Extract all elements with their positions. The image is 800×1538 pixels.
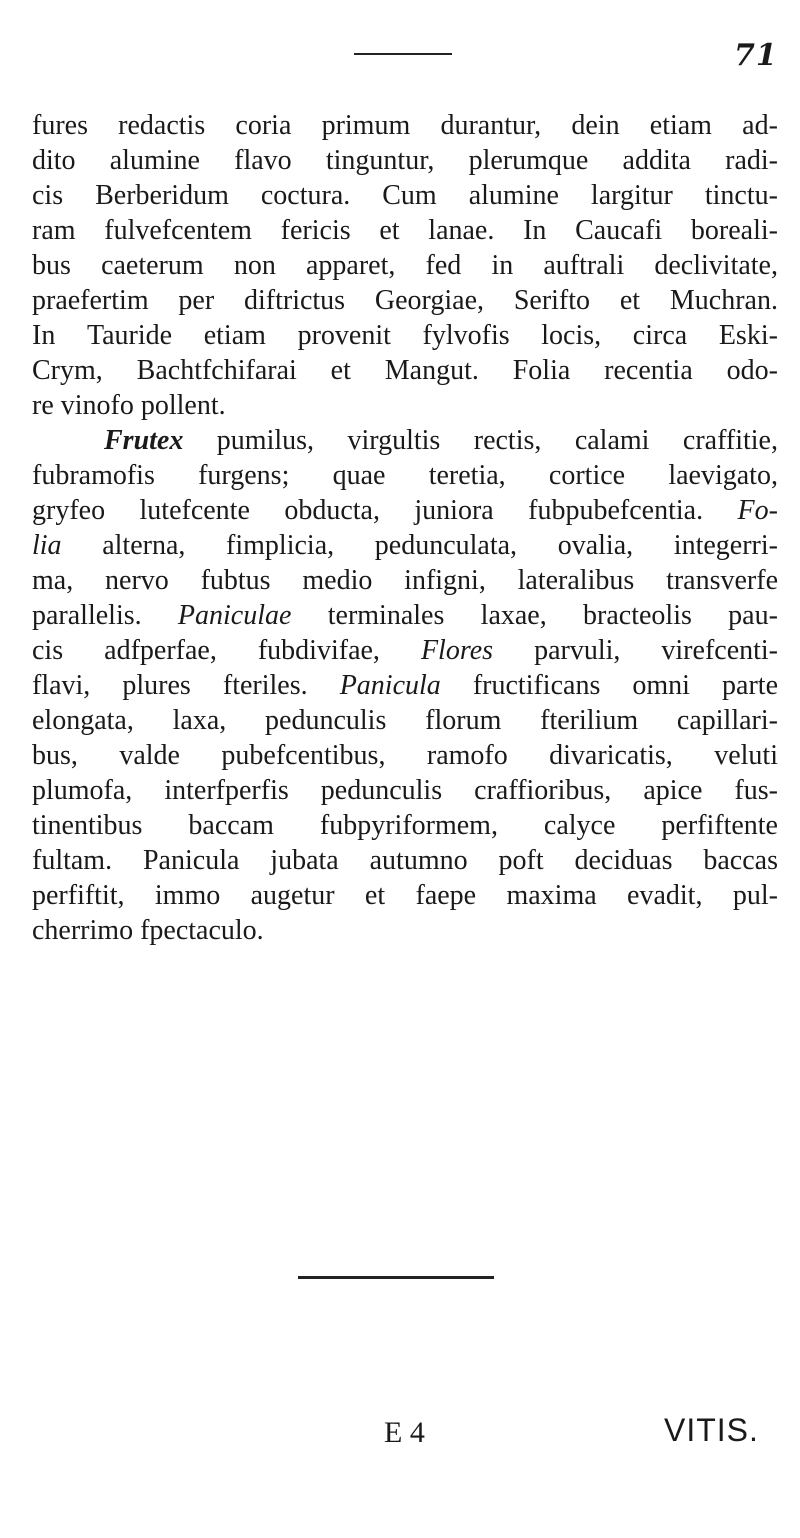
word: coctura. xyxy=(260,180,351,211)
word: In xyxy=(523,215,547,246)
word: adfperfae, xyxy=(104,635,217,666)
word: florum xyxy=(425,705,502,736)
word: fus- xyxy=(734,775,778,806)
word: fimplicia, xyxy=(226,530,335,561)
word: augetur xyxy=(250,880,335,911)
word: fericis xyxy=(280,215,351,246)
word: alumine xyxy=(109,145,200,176)
text-line xyxy=(32,178,778,213)
word: in xyxy=(491,250,514,281)
word: In xyxy=(32,320,56,351)
word: ramofo xyxy=(426,740,508,771)
word: dito xyxy=(32,145,76,176)
word: fubdivifae, xyxy=(257,635,380,666)
word: interfperfis xyxy=(164,775,289,806)
word: Muchran. xyxy=(669,285,778,316)
word: calyce xyxy=(543,810,616,841)
word: craffitie, xyxy=(682,425,778,456)
word: perfiftit, xyxy=(32,880,125,911)
word: infigni, xyxy=(404,565,486,596)
footer-rule xyxy=(298,1276,494,1279)
line-text: re vinofo pollent. xyxy=(32,390,226,421)
word: redactis xyxy=(118,110,206,141)
word: evadit, xyxy=(627,880,703,911)
word: omni xyxy=(632,670,690,701)
word: parallelis. xyxy=(32,600,142,631)
word: plures xyxy=(122,670,191,701)
word: cis xyxy=(32,635,64,666)
word: laxa, xyxy=(172,705,227,736)
word: integerri- xyxy=(673,530,778,561)
text-line xyxy=(32,143,778,178)
word: radi- xyxy=(725,145,778,176)
word: pedunculis xyxy=(265,705,387,736)
word: lanae. xyxy=(428,215,495,246)
word: gryfeo xyxy=(32,495,106,526)
word: juniora xyxy=(414,495,494,526)
word: pul- xyxy=(732,880,778,911)
text-line xyxy=(32,633,778,668)
word: parvuli, xyxy=(534,635,621,666)
word: et xyxy=(364,880,386,911)
word: Georgiae, xyxy=(374,285,484,316)
botanical-term: Fo- xyxy=(737,495,778,526)
word: jubata xyxy=(270,845,339,876)
word: apparet, xyxy=(305,250,396,281)
word: fubramofis xyxy=(32,460,155,491)
word: perfiftente xyxy=(661,810,778,841)
word: Eski- xyxy=(718,320,778,351)
catchword: VITIS. xyxy=(664,1412,759,1448)
word: provenit xyxy=(297,320,391,351)
word: ovalia, xyxy=(557,530,634,561)
word: Cum xyxy=(382,180,437,211)
word: deciduas xyxy=(574,845,673,876)
printer-signature: E 4 xyxy=(384,1416,425,1449)
line-text: cherrimo fpectaculo. xyxy=(32,915,264,946)
text-line xyxy=(32,773,778,808)
word: veluti xyxy=(714,740,778,771)
word: Berberidum xyxy=(95,180,229,211)
word: primum xyxy=(321,110,411,141)
word: parte xyxy=(722,670,778,701)
word: non xyxy=(233,250,276,281)
word: flavi, xyxy=(32,670,91,701)
word: pedunculata, xyxy=(374,530,518,561)
word: craffioribus, xyxy=(474,775,612,806)
word: coria xyxy=(235,110,292,141)
word: durantur, xyxy=(440,110,542,141)
word: ram xyxy=(32,215,76,246)
word: et xyxy=(379,215,400,246)
word: locis, xyxy=(541,320,602,351)
word: fultam. xyxy=(32,845,113,876)
text-line xyxy=(32,318,778,353)
word: largitur xyxy=(590,180,673,211)
word: capillari- xyxy=(676,705,778,736)
text-line xyxy=(32,913,778,948)
word: Folia xyxy=(512,355,571,386)
word: virefcenti- xyxy=(661,635,778,666)
text-line xyxy=(32,808,778,843)
word: auftrali xyxy=(543,250,625,281)
word: fubpyriformem, xyxy=(319,810,498,841)
word: baccam xyxy=(188,810,274,841)
word: ma, xyxy=(32,565,74,596)
word: valde xyxy=(119,740,180,771)
text-line xyxy=(32,528,778,563)
word: plumofa, xyxy=(32,775,133,806)
word: flavo xyxy=(234,145,292,176)
word: Panicula xyxy=(142,845,240,876)
text-line xyxy=(32,458,778,493)
word: addita xyxy=(622,145,691,176)
text-line xyxy=(32,388,778,423)
word: bus xyxy=(32,250,71,281)
page-number: 71 xyxy=(734,38,778,73)
word: pedunculis xyxy=(320,775,443,806)
word: boreali- xyxy=(690,215,778,246)
text-line xyxy=(32,878,778,913)
word: alterna, xyxy=(102,530,186,561)
word: circa xyxy=(632,320,688,351)
word: lutefcente xyxy=(139,495,250,526)
word: fructificans xyxy=(472,670,601,701)
word: obducta, xyxy=(284,495,380,526)
word: caeterum xyxy=(101,250,204,281)
word: declivitate, xyxy=(654,250,778,281)
word: pumilus, xyxy=(216,425,315,456)
text-line xyxy=(32,563,778,598)
word: recentia xyxy=(604,355,693,386)
word: fulvefcentem xyxy=(104,215,252,246)
word: elongata, xyxy=(32,705,134,736)
word: rectis, xyxy=(473,425,542,456)
word: alumine xyxy=(468,180,559,211)
word: terminales xyxy=(327,600,445,631)
text-line xyxy=(32,493,778,528)
word: fylvofis xyxy=(422,320,510,351)
word: baccas xyxy=(703,845,778,876)
body-text xyxy=(32,108,778,948)
text-line xyxy=(32,248,778,283)
word: et xyxy=(619,285,641,316)
word: faepe xyxy=(415,880,477,911)
word: Tauride xyxy=(86,320,173,351)
word: autumno xyxy=(369,845,468,876)
text-line xyxy=(32,213,778,248)
word: odo- xyxy=(726,355,778,386)
botanical-term: Paniculae xyxy=(177,600,292,631)
word: calami xyxy=(574,425,650,456)
word: apice xyxy=(643,775,703,806)
word: maxima xyxy=(506,880,597,911)
word: pau- xyxy=(728,600,778,631)
word: furgens; xyxy=(198,460,290,491)
botanical-term: Flores xyxy=(420,635,494,666)
word: tinentibus xyxy=(32,810,143,841)
botanical-term: Panicula xyxy=(339,670,441,701)
word: etiam xyxy=(649,110,712,141)
word: quae xyxy=(332,460,386,491)
word: bracteolis xyxy=(583,600,692,631)
word: nervo xyxy=(105,565,169,596)
word: fteriles. xyxy=(222,670,308,701)
word: pubefcentibus, xyxy=(221,740,386,771)
word: diftrictus xyxy=(243,285,346,316)
word: poft xyxy=(498,845,544,876)
word: lateralibus xyxy=(517,565,635,596)
word: bus, xyxy=(32,740,78,771)
word: Crym, xyxy=(32,355,103,386)
word: dein xyxy=(571,110,620,141)
botanical-term: lia xyxy=(32,530,62,561)
word: plerumque xyxy=(468,145,589,176)
word: praefertim xyxy=(32,285,149,316)
word: tinguntur, xyxy=(325,145,435,176)
word: Mangut. xyxy=(384,355,479,386)
word: Caucafi xyxy=(575,215,663,246)
word: Serifto xyxy=(513,285,591,316)
text-line xyxy=(32,423,778,458)
word: fterilium xyxy=(540,705,639,736)
word: Bachtfchifarai xyxy=(136,355,297,386)
word: teretia, xyxy=(428,460,506,491)
text-line xyxy=(32,703,778,738)
header-rule xyxy=(354,53,452,55)
botanical-term: Frutex xyxy=(104,425,184,456)
word: etiam xyxy=(203,320,266,351)
word: fed xyxy=(425,250,462,281)
word: laxae, xyxy=(480,600,547,631)
text-line xyxy=(32,843,778,878)
text-line xyxy=(32,598,778,633)
word: per xyxy=(178,285,215,316)
text-line xyxy=(32,353,778,388)
word: virgultis xyxy=(347,425,441,456)
word: tinctu- xyxy=(704,180,778,211)
word: fures xyxy=(32,110,88,141)
word: laevigato, xyxy=(668,460,778,491)
text-line xyxy=(32,738,778,773)
word: et xyxy=(330,355,351,386)
text-line xyxy=(32,108,778,143)
word: medio xyxy=(302,565,373,596)
word: divaricatis, xyxy=(549,740,673,771)
text-line xyxy=(32,668,778,703)
word: cortice xyxy=(548,460,626,491)
word: fubtus xyxy=(200,565,271,596)
word: cis xyxy=(32,180,64,211)
text-line xyxy=(32,283,778,318)
word: ad- xyxy=(742,110,778,141)
word: immo xyxy=(154,880,221,911)
word: fubpubefcentia. xyxy=(528,495,704,526)
word: transverfe xyxy=(666,565,778,596)
